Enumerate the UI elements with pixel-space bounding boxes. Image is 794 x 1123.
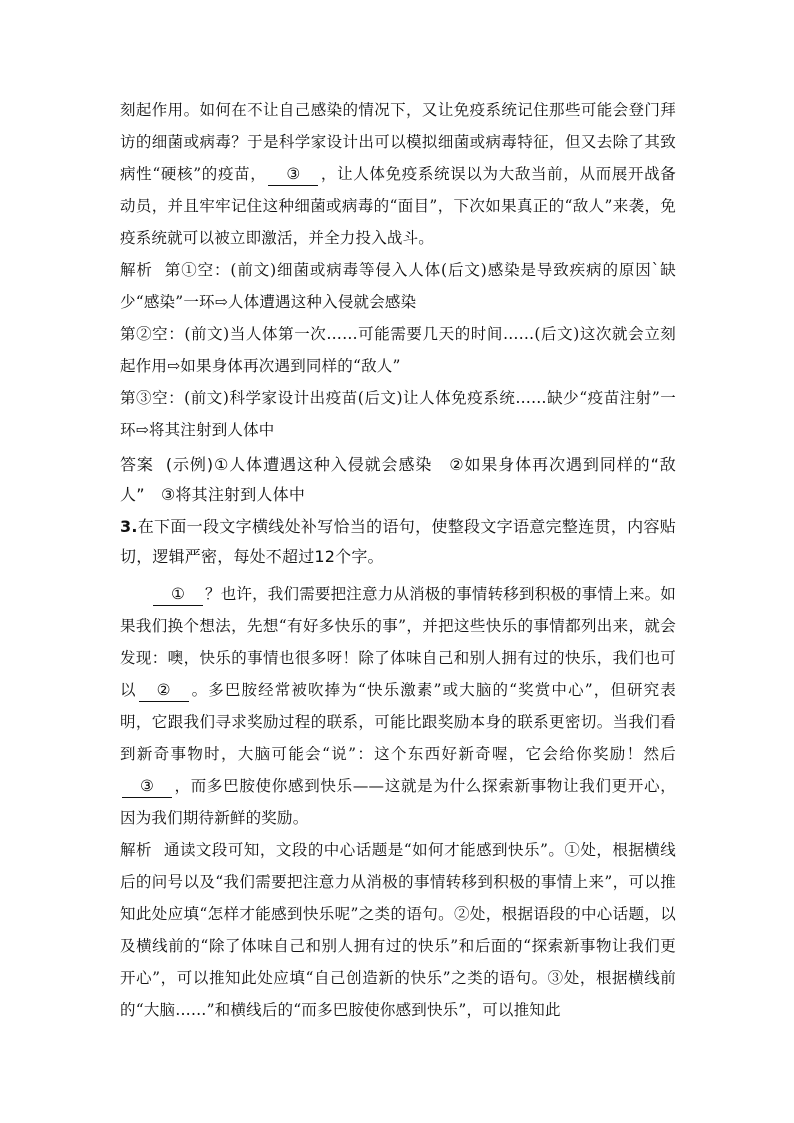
analysis-text: 通读文段可知，文段的中心话题是“如何才能感到快乐”。①处，根据横线后的问号以及“我们需要把注意力从消极的事情转移到积极的事情上来”，可以推知此处应填“怎样才能感到快乐呢”之类的语句。②处，根据语段的中心话题，以及横线前的“除了体味自己和别人拥有过的快乐”和后面的“探索新事物让我们更开心”，可以推知此处应填“自己创造新的快乐”之类的语句。③处，根据横线前的“大脑……”和横线后的“而多巴胺使你感到快乐”，可以推知此: [120, 841, 676, 1019]
question-text: 在下面一段文字横线处补写恰当的语句，使整段文字语意完整连贯，内容贴切，逻辑严密，每处不超过12个字。: [120, 517, 676, 566]
analysis-text: 第②空：(前文)当人体第一次……可能需要几天的时间……(后文)这次就会立刻起作用⇨如果身体再次遇到同样的“敌人”: [120, 325, 676, 375]
answer-label: 答案: [120, 455, 154, 474]
answer-text: (示例)①人体遭遇这种入侵就会感染 ②如果身体再次遇到同样的“敌人” ③将其注射到人体中: [120, 455, 676, 504]
analysis-text: 第①空：(前文)细菌或病毒等侵入人体(后文)感染是导致疾病的原因`缺少“感染”一环⇨人体遭遇这种入侵就会感染: [120, 261, 676, 311]
passage-text: 。多巴胺经常被吹捧为“快乐激素”或大脑的“奖赏中心”，但研究表明，它跟我们寻求奖励过程的联系，可能比跟奖励本身的联系更密切。当我们看到新奇事物时，大脑可能会“说”：这个东西好新奇喔，它会给你奖励！然后: [120, 681, 676, 763]
question-3: [120, 512, 676, 572]
analysis-line: [120, 382, 676, 446]
passage-continuation: [120, 94, 676, 254]
analysis-line: [120, 318, 676, 382]
blank-2: ②: [139, 679, 189, 702]
analysis-label: 解析: [120, 841, 152, 859]
question-3-passage: [120, 578, 676, 834]
passage-text: ？也许，我们需要把注意力从消极的事情转移到积极的事情上来。如果我们换个想法，先想“有好多快乐的事”，并把这些快乐的事情都列出来，就会发现：噢，快乐的事情也很多呀！除了体味自己和别人拥有过的快乐，我们也可以: [120, 585, 677, 699]
passage-text: 刻起作用。如何在不让自己感染的情况下，又让免疫系统记住那些可能会登门拜访的细菌或病毒？于是科学家设计出可以模拟细菌或病毒特征，但又去除了其致病性“硬核”的疫苗，: [120, 101, 676, 183]
analysis-3: [120, 834, 676, 1026]
blank-1: ①: [153, 583, 203, 606]
analysis-text: 第③空：(前文)科学家设计出疫苗(后文)让人体免疫系统……缺少“疫苗注射”一环⇨将其注射到人体中: [120, 389, 676, 439]
answer: [120, 450, 676, 510]
analysis-line: [120, 254, 676, 318]
question-number: 3.: [120, 517, 138, 536]
blank-3: ③: [268, 163, 318, 186]
analysis-label: 解析: [120, 261, 153, 279]
passage-text: ，让人体免疫系统误以为大敌当前，从而展开战备动员，并且牢牢记住这种细菌或病毒的“面目”，下次如果真正的“敌人”来袭，免疫系统就可以被立即激活，并全力投入战斗。: [120, 165, 677, 247]
blank-3: ③: [122, 775, 172, 798]
passage-text: ，而多巴胺使你感到快乐——这就是为什么探索新事物让我们更开心，因为我们期待新鲜的奖励。: [120, 777, 676, 827]
